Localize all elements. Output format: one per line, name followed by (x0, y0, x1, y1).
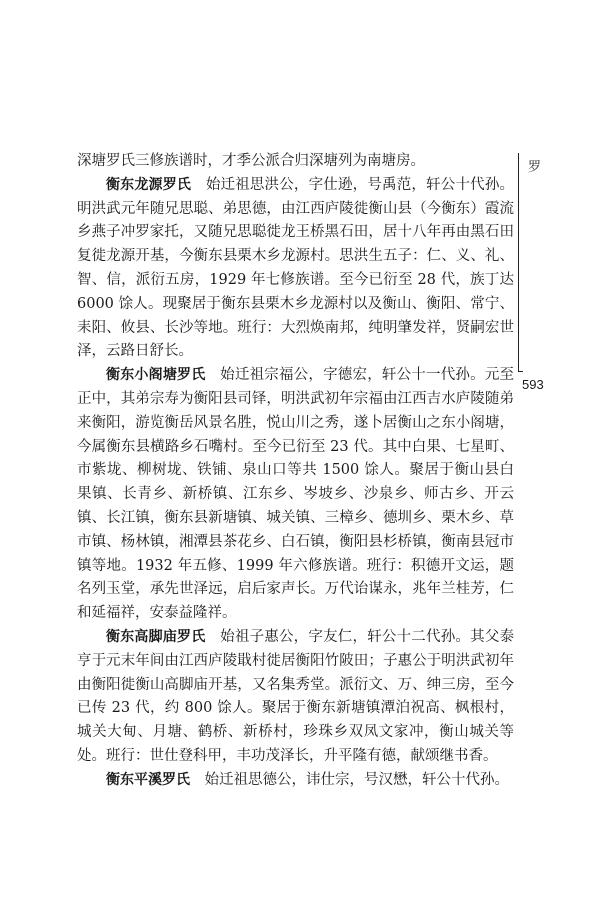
entry-text: 始迁祖思德公，讳仕宗，号汉懋，轩公十代孙。 (204, 771, 509, 788)
entry-text: 始迁祖宗福公，字德宏，轩公十一代孙。元至正中，其弟宗寿为衡阳县司铎，明洪武初年宗福由江西吉水庐陵随弟来衡阳，游览衡岳风景名胜，悦山川之秀，遂卜居衡山之东小阁塘，今属衡东县横路乡石嘴村。至今已衍至 23 代。其中白果、七星町、市紫垅、柳树垅、铁铺、泉山口等共 1500 馀人。聚居于衡山县白果镇、长青乡、新桥镇、江东乡、岑坡乡、沙泉乡、师古乡、开云镇、长江镇，衡东县新塘镇、城关镇、三樟乡、德圳乡、栗木乡、草市镇、杨林镇，湘潭县茶花乡、白石镇，衡阳县杉桥镇，衡南县冠市镇等地。1932 年五修、1999 年六修族谱。班行：积德开文运，题名列玉堂，承先世泽远，启后家声长。万代诒谋永，兆年兰桂芳，仁和延福祥，安泰益隆祥。 (77, 367, 515, 622)
entry-paragraph (77, 174, 514, 364)
page-body (77, 150, 514, 793)
clan-name: 衡东高脚庙罗氏 (106, 628, 206, 645)
margin-rule (518, 153, 519, 371)
clan-name: 衡东平溪罗氏 (106, 771, 190, 788)
entry-paragraph (77, 626, 514, 769)
section-marker: 罗 (528, 160, 542, 175)
lead-paragraph: 深塘罗氏三修族谱时，才季公派合归深塘列为南塘房。 (77, 153, 425, 169)
page-number: 593 (522, 377, 544, 392)
margin-rule-tick (518, 371, 523, 372)
entry-text: 始祖子惠公，字友仁，轩公十二代孙。其父泰亨于元末年间由江西庐陵戢村徙居衡阳竹陂田；子惠公于明洪武初年由衡阳徙衡山高脚庙开基，又名集秀堂。派衍文、万、绅三房，至今已传 23 代，约 800 馀人。聚居于衡东新塘镇潭泊祝高、枫根村，城关大甸、月塘、鹤桥、新桥村，珍珠乡双凤文家冲，衡山城关等处。班行：世仕登科甲，丰功茂泽长，升平隆有德，献颂继书香。 (77, 628, 515, 764)
entry-text: 始迁祖思洪公，字仕逊，号禹范，轩公十代孙。明洪武元年随兄思聪、弟思德，由江西庐陵徙衡山县（今衡东）霞流乡燕子冲罗家托，又随兄思聪徙龙王桥黑石田，居十八年再由黑石田复徙龙源开基，今衡东县栗木乡龙源村。思洪生五子：仁、义、礼、智、信，派衍五房，1929 年七修族谱。至今已衍至 28 代，族丁达 6000 馀人。现聚居于衡东县栗木乡龙源村以及衡山、衡阳、常宁、耒阳、攸县、长沙等地。班行：大烈焕南邦，纯明肇发祥，贤嗣宏世泽，云路日舒长。 (77, 176, 515, 360)
entry-paragraph (77, 364, 514, 626)
clan-name: 衡东龙源罗氏 (106, 176, 192, 193)
entry-paragraph (77, 769, 514, 793)
clan-name: 衡东小阁塘罗氏 (106, 367, 206, 384)
